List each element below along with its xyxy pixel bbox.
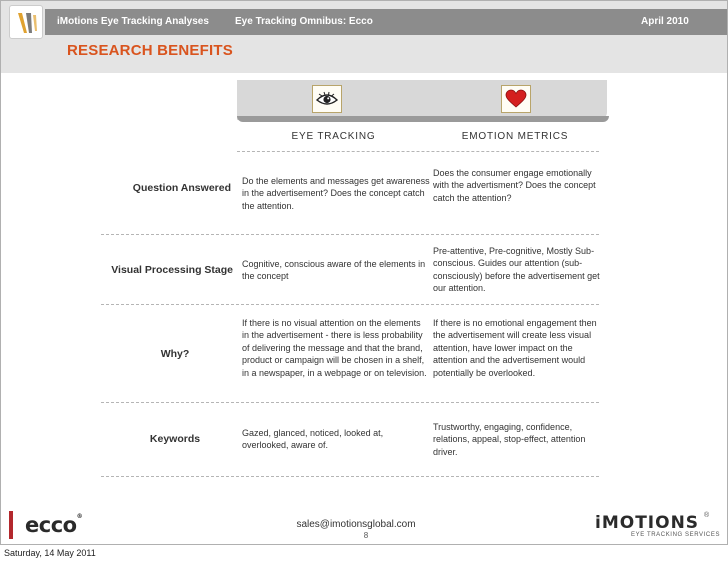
report-date: April 2010 [641, 16, 689, 27]
ecco-registered-mark: ® [76, 513, 83, 520]
header-strip [45, 9, 728, 35]
imotions-tagline: EYE TRACKING SERVICES [631, 532, 721, 538]
divider [101, 476, 599, 477]
column-header-emotion-metrics: EMOTION METRICS [461, 131, 569, 142]
ecco-logo-text: ecco [25, 513, 77, 537]
divider [101, 234, 599, 235]
imotions-registered-mark: ® [704, 512, 710, 519]
cell-eye-visual-processing-stage: Cognitive, conscious aware of the elements in the concept [242, 259, 426, 282]
row-label-visual-processing-stage: Visual Processing Stage [111, 264, 233, 276]
ecco-brand-bar [9, 511, 13, 539]
row-label-question-answered: Question Answered [132, 182, 231, 194]
imotions-logo-icon [9, 5, 43, 39]
row-label-keywords: Keywords [149, 433, 201, 445]
cell-emotion-why: If there is no emotional engagement then the advertisement will create less visual attention, have lower impact on the attention and the advertisement would potentially be overlooked. [433, 318, 597, 378]
cell-emotion-keywords: Trustworthy, engaging, confidence, relations, appeal, stop-effect, attention driver. [433, 422, 586, 457]
cell-eye-keywords: Gazed, glanced, noticed, looked at, overlooked, aware of. [242, 428, 384, 451]
eye-icon [312, 85, 342, 113]
cell-emotion-visual-processing-stage: Pre-attentive, Pre-cognitive, Mostly Sub-conscious. Guides our attention (sub-consciously) before the advertisement get our attention. [433, 246, 600, 294]
study-title: Eye Tracking Omnibus: Ecco [235, 16, 373, 27]
print-date: Saturday, 14 May 2011 [4, 548, 96, 558]
ecco-logo [25, 513, 82, 537]
imotions-footer-logo: iMOTIONS [595, 513, 700, 533]
cell-eye-why: If there is no visual attention on the elements in the advertisement - there is less probability of delivering the message and that the brand, product or campaign will be chosen in a shelf, in a newspaper, in a webpage or on television. [242, 318, 427, 378]
divider [101, 304, 599, 305]
divider [101, 402, 599, 403]
contact-email: sales@imotionsglobal.com [296, 519, 416, 530]
cell-eye-question-answered: Do the elements and messages get awareness in the advertisement? Does the concept catch the attention. [242, 176, 430, 211]
section-title: RESEARCH BENEFITS [67, 42, 233, 59]
divider [237, 151, 599, 152]
app-title: iMotions Eye Tracking Analyses [57, 16, 209, 27]
icon-band-shadow [237, 116, 609, 122]
cell-emotion-question-answered: Does the consumer engage emotionally with the advertisment? Does the concept catch the attention? [433, 168, 596, 203]
heart-icon [501, 85, 531, 113]
page-number: 8 [363, 531, 369, 540]
icon-band [237, 80, 607, 120]
row-label-why: Why? [160, 348, 190, 360]
column-header-eye-tracking: EYE TRACKING [291, 131, 376, 142]
